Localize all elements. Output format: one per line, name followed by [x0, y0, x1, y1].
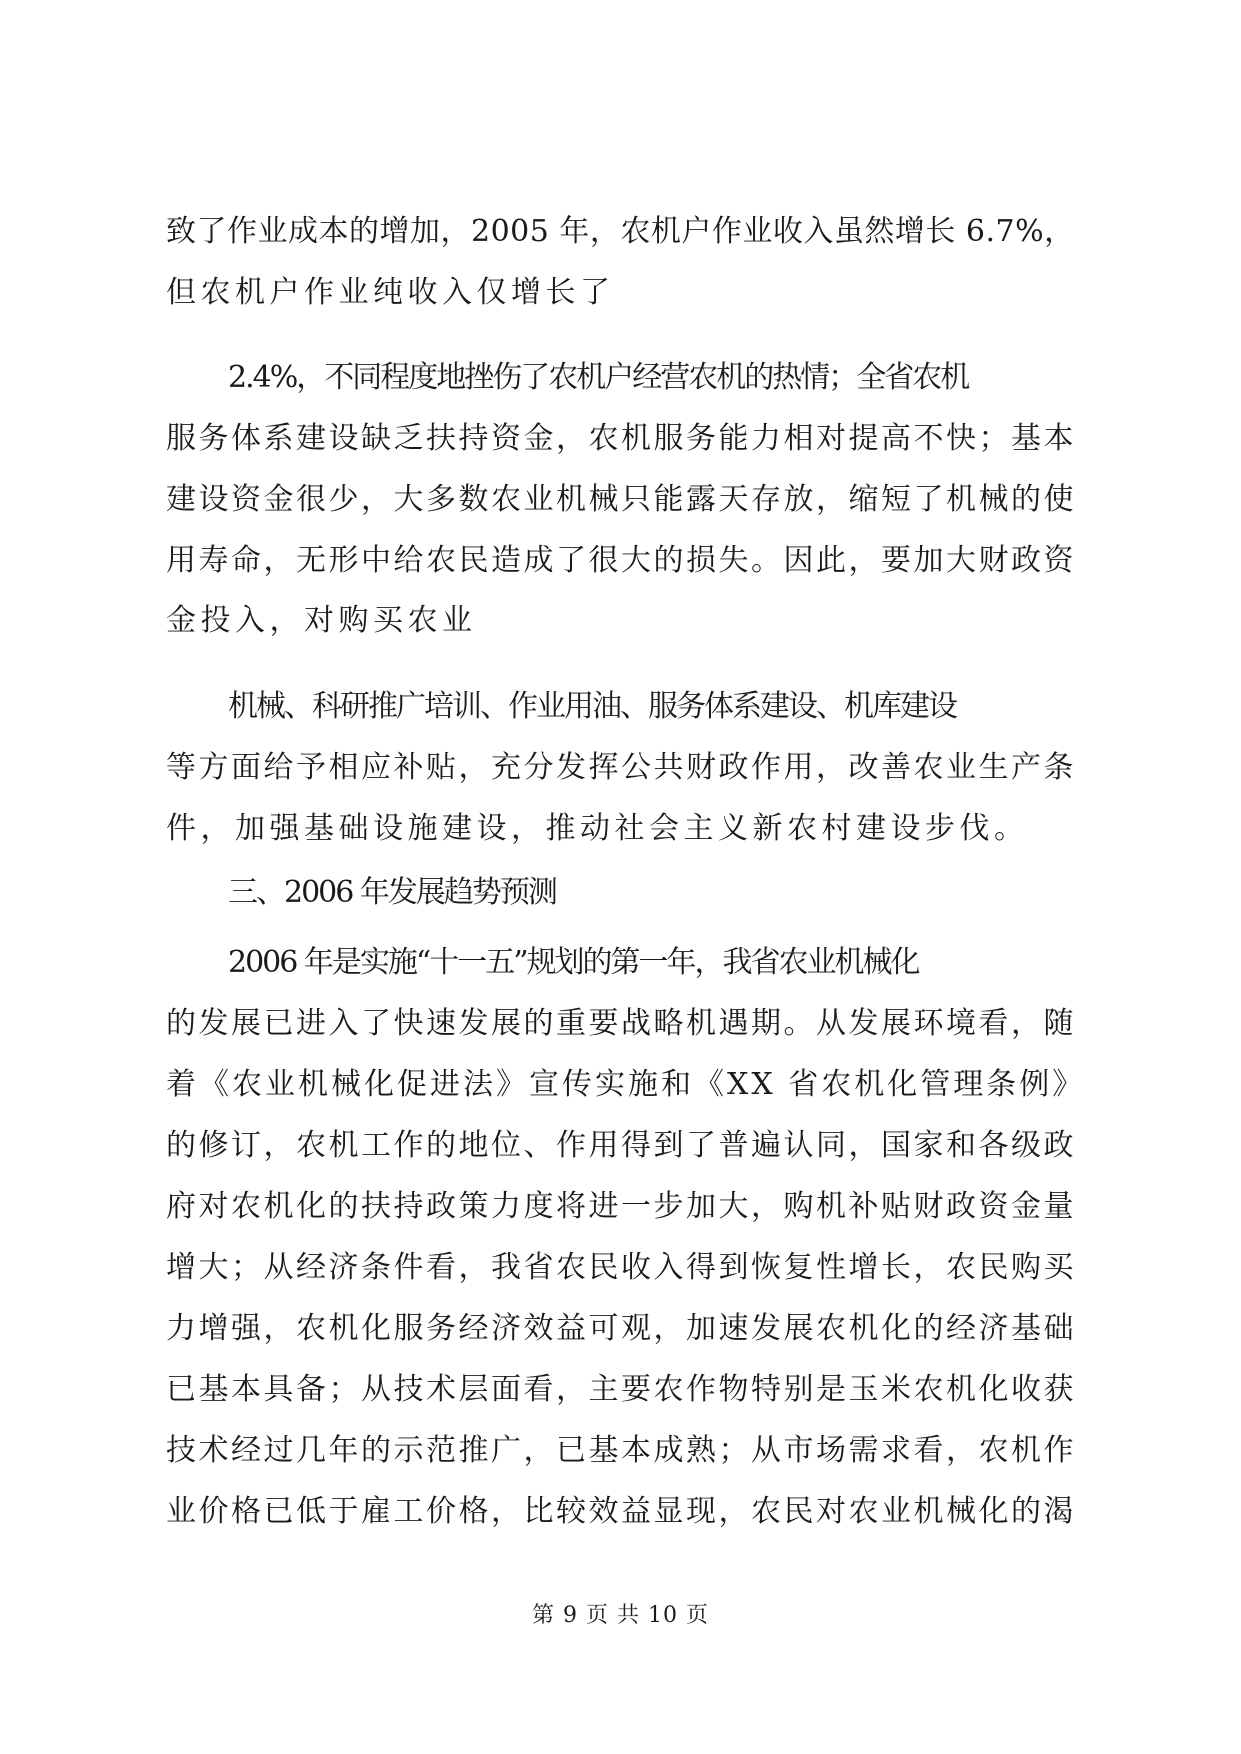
- text-line-5: 建设资金很少，大多数农业机械只能露天存放，缩短了机械的使: [166, 482, 1076, 517]
- text-line-10: 件，加强基础设施建设，推动社会主义新农村建设步伐。: [166, 811, 1029, 846]
- text-line-21: 业价格已低于雇工价格，比较效益显现，农民对农业机械化的渴: [166, 1494, 1076, 1529]
- text-line-3: 2.4%，不同程度地挫伤了农机户经营农机的热情；全省农机: [228, 360, 969, 395]
- text-line-17: 增大；从经济条件看，我省农民收入得到恢复性增长，农民购买: [166, 1250, 1076, 1285]
- text-line-4: 服务体系建设缺乏扶持资金，农机服务能力相对提高不快；基本: [166, 421, 1076, 456]
- text-line-12: 2006 年是实施“十一五”规划的第一年，我省农业机械化: [228, 945, 919, 980]
- page-number-footer: 第 9 页 共 10 页: [532, 1603, 709, 1628]
- text-line-1: 致了作业成本的增加，2005 年，农机户作业收入虽然增长 6.7%，: [166, 214, 1075, 249]
- text-line-15: 的修订，农机工作的地位、作用得到了普遍认同，国家和各级政: [166, 1128, 1076, 1163]
- text-line-19: 已基本具备；从技术层面看，主要农作物特别是玉米农机化收获: [166, 1372, 1076, 1407]
- text-line-16: 府对农机化的扶持政策力度将进一步加大，购机补贴财政资金量: [166, 1189, 1076, 1224]
- text-line-13: 的发展已进入了快速发展的重要战略机遇期。从发展环境看，随: [166, 1006, 1076, 1041]
- text-line-18: 力增强，农机化服务经济效益可观，加速发展农机化的经济基础: [166, 1311, 1076, 1346]
- text-line-6: 用寿命，无形中给农民造成了很大的损失。因此，要加大财政资: [166, 543, 1076, 578]
- text-line-9: 等方面给予相应补贴，充分发挥公共财政作用，改善农业生产条: [166, 750, 1076, 785]
- section-heading: 三、2006 年发展趋势预测: [228, 875, 556, 910]
- text-line-7: 金投入，对购买农业: [166, 603, 477, 638]
- text-line-20: 技术经过几年的示范推广，已基本成熟；从市场需求看，农机作: [166, 1433, 1076, 1468]
- text-line-14: 着《农业机械化促进法》宣传实施和《XX 省农机化管理条例》: [166, 1067, 1086, 1102]
- text-line-2: 但农机户作业纯收入仅增长了: [166, 275, 615, 310]
- text-line-8: 机械、科研推广培训、作业用油、服务体系建设、机库建设: [228, 689, 956, 724]
